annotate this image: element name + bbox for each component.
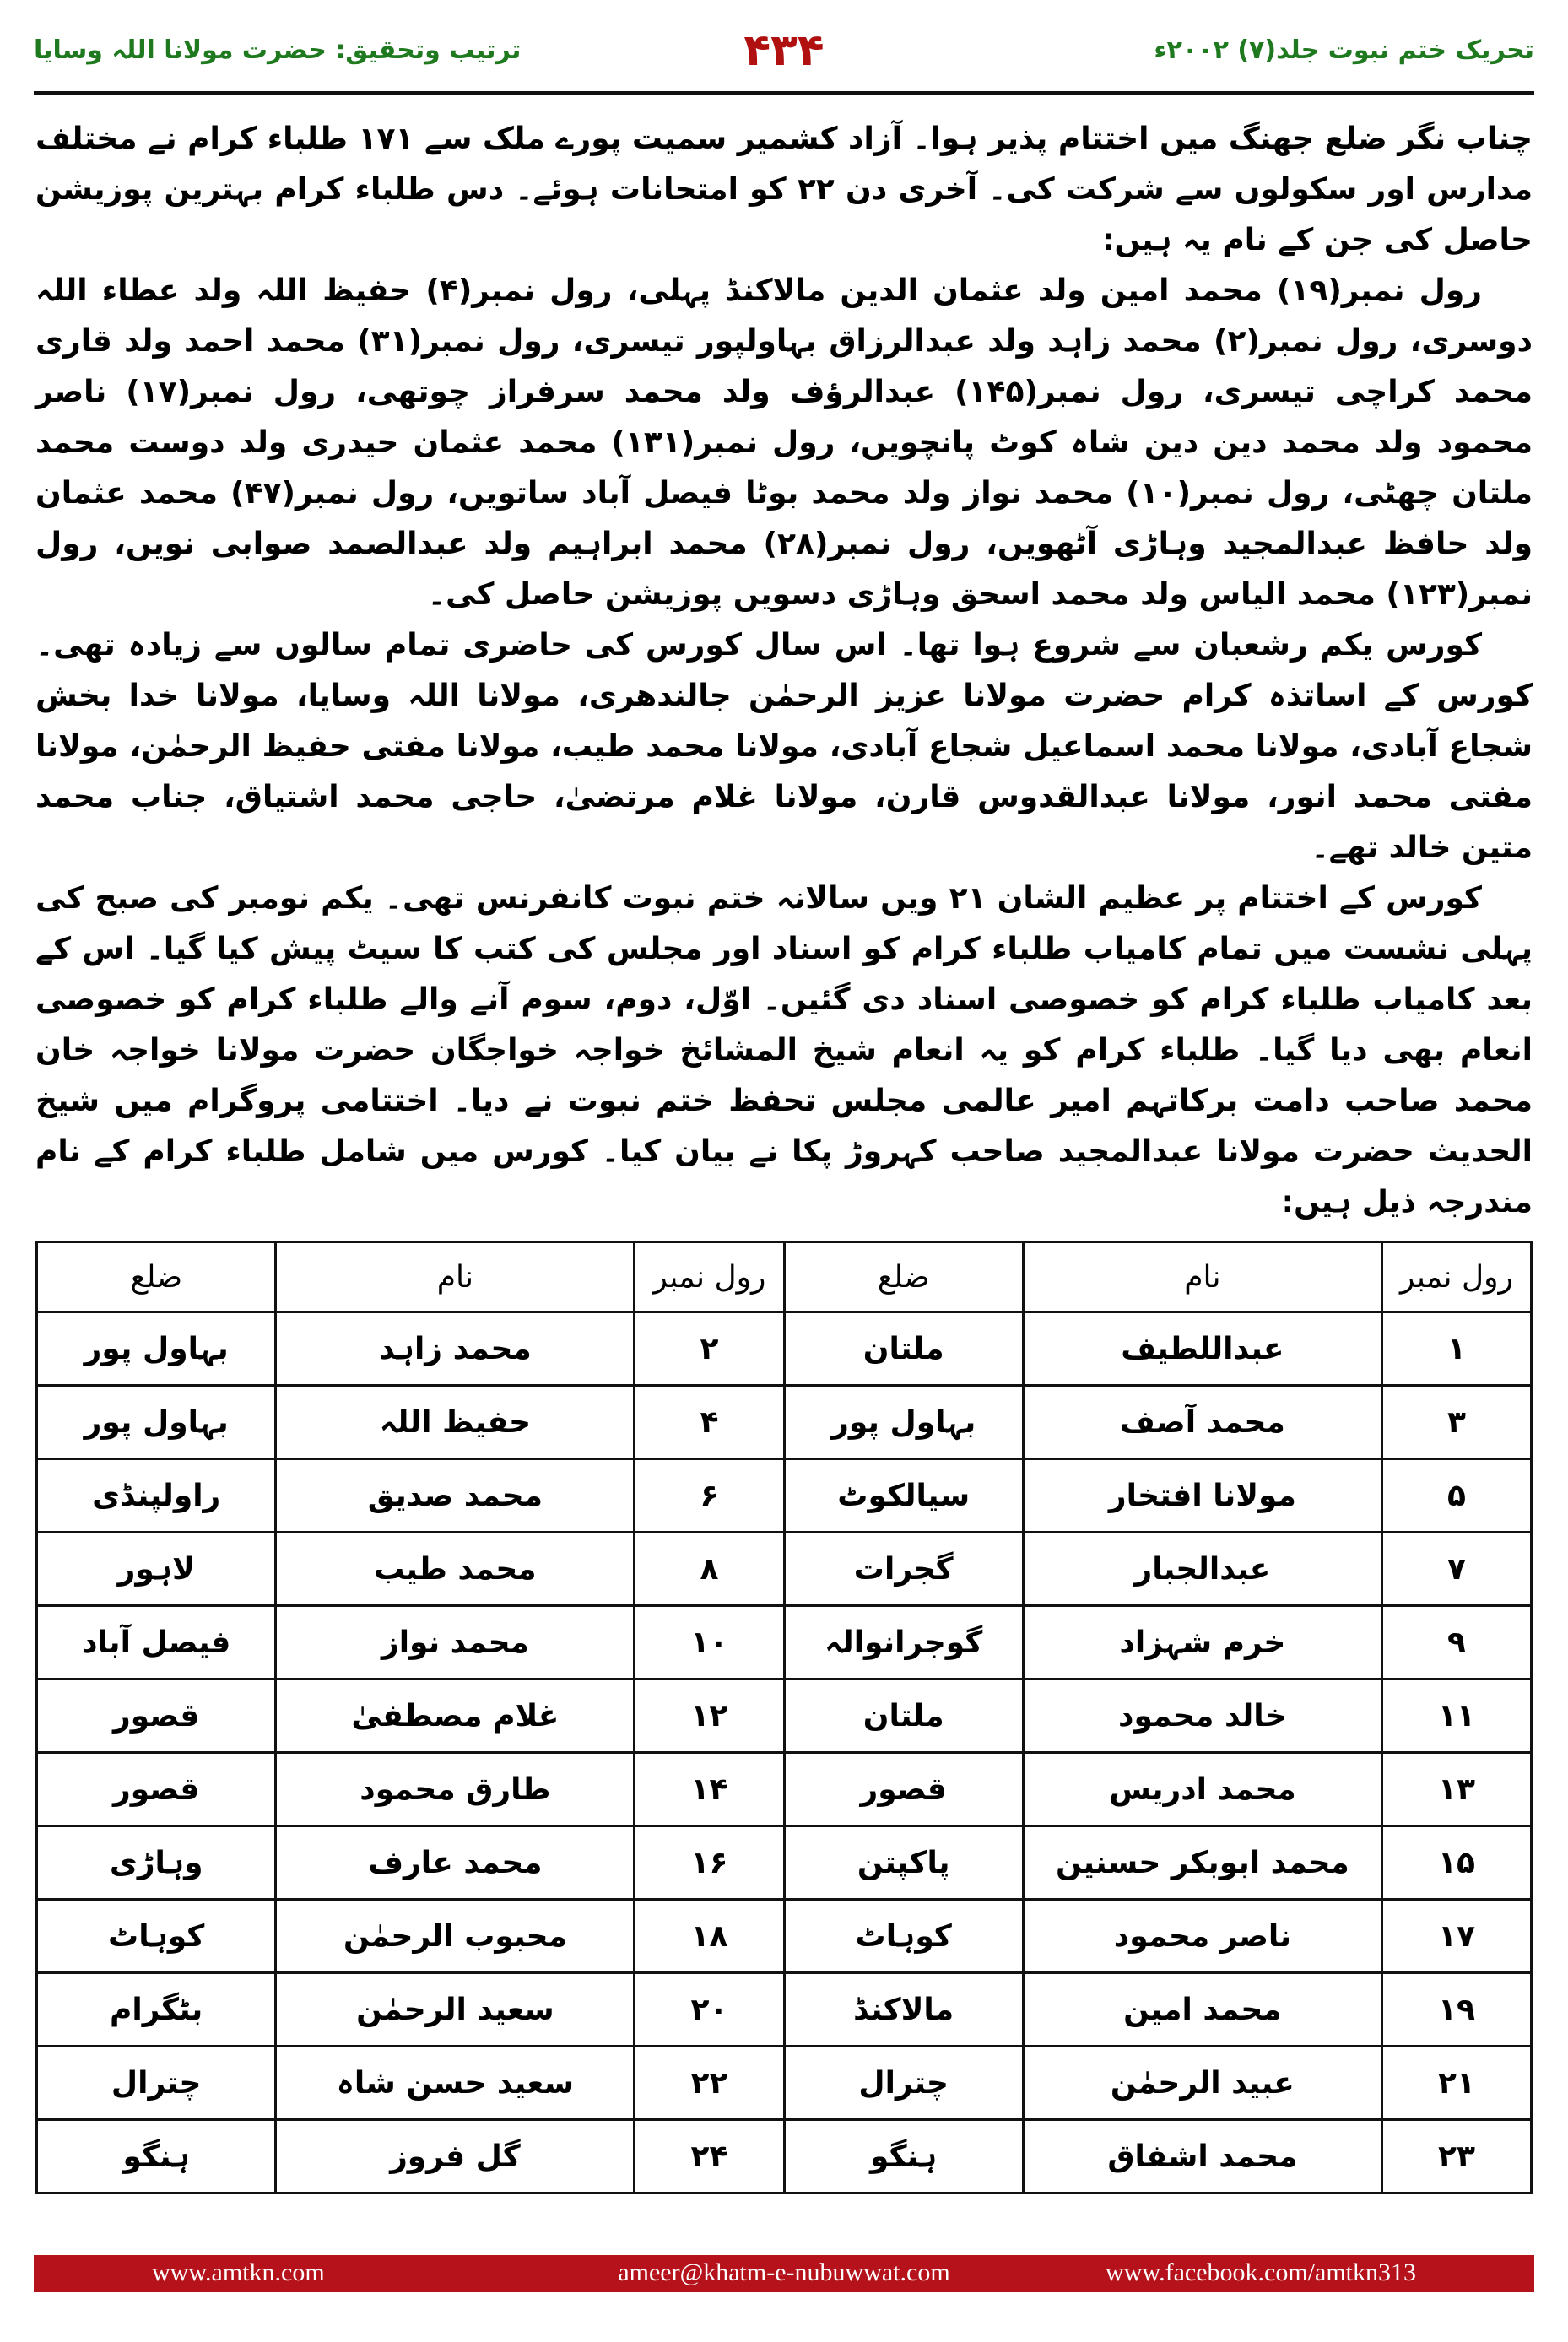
student-name-cell: محمد نواز — [276, 1606, 635, 1679]
roll-number-cell: ۲۲ — [635, 2047, 784, 2120]
table-row — [37, 1312, 1532, 1386]
header-district: ضلع — [784, 1242, 1023, 1312]
table-row — [37, 1606, 1532, 1679]
roll-number-cell: ۱۳ — [1381, 1753, 1531, 1826]
header-divider — [34, 91, 1534, 95]
district-cell: چترال — [784, 2047, 1023, 2120]
roll-number-cell: ۵ — [1381, 1459, 1531, 1533]
district-cell: ملتان — [784, 1679, 1023, 1753]
district-cell: ہنگو — [37, 2120, 276, 2193]
district-cell: بہاول پور — [37, 1386, 276, 1459]
header-name: نام — [276, 1242, 635, 1312]
student-name-cell: محمد ابوبکر حسنین — [1023, 1826, 1381, 1900]
student-name-cell: محمد طیب — [276, 1533, 635, 1606]
district-cell: بٹگرام — [37, 1973, 276, 2047]
student-name-cell: سعید حسن شاہ — [276, 2047, 635, 2120]
district-cell: گوجرانوالہ — [784, 1606, 1023, 1679]
student-name-cell: عبدالجبار — [1023, 1533, 1381, 1606]
email-link[interactable]: ameer@khatm-e-nubuwwat.com — [618, 2258, 950, 2286]
roll-number-cell: ۱۸ — [635, 1900, 784, 1973]
student-name-cell: حفیظ اللہ — [276, 1386, 635, 1459]
student-name-cell: طارق محمود — [276, 1753, 635, 1826]
article-body — [35, 114, 1533, 1228]
district-cell: بہاول پور — [784, 1386, 1023, 1459]
student-roster-table — [35, 1241, 1533, 2194]
district-cell: سیالکوٹ — [784, 1459, 1023, 1533]
table-row — [37, 2047, 1532, 2120]
roll-number-cell: ۱۷ — [1381, 1900, 1531, 1973]
roll-number-cell: ۱۱ — [1381, 1679, 1531, 1753]
table-row — [37, 1826, 1532, 1900]
district-cell: قصور — [37, 1679, 276, 1753]
page-footer — [34, 2255, 1534, 2292]
student-name-cell: عبید الرحمٰن — [1023, 2047, 1381, 2120]
roll-number-cell: ۱۶ — [635, 1826, 784, 1900]
roll-number-cell: ۱۴ — [635, 1753, 784, 1826]
header-roll-number: رول نمبر — [635, 1242, 784, 1312]
student-name-cell: سعید الرحمٰن — [276, 1973, 635, 2047]
table-row — [37, 1459, 1532, 1533]
district-cell: کوہاٹ — [37, 1900, 276, 1973]
header-roll-number: رول نمبر — [1381, 1242, 1531, 1312]
student-name-cell: محمد زاہد — [276, 1312, 635, 1386]
website-link[interactable]: www.amtkn.com — [152, 2258, 325, 2286]
district-cell: گجرات — [784, 1533, 1023, 1606]
roll-number-cell: ۶ — [635, 1459, 784, 1533]
district-cell: پاکپتن — [784, 1826, 1023, 1900]
table-row — [37, 1533, 1532, 1606]
roll-number-cell: ۸ — [635, 1533, 784, 1606]
roll-number-cell: ۲ — [635, 1312, 784, 1386]
student-name-cell: خرم شہزاد — [1023, 1606, 1381, 1679]
roll-number-cell: ۲۱ — [1381, 2047, 1531, 2120]
table-header-row — [37, 1242, 1532, 1312]
table-row — [37, 1386, 1532, 1459]
student-name-cell: محمد آصف — [1023, 1386, 1381, 1459]
district-cell: بہاول پور — [37, 1312, 276, 1386]
district-cell: قصور — [37, 1753, 276, 1826]
student-name-cell: محمد صدیق — [276, 1459, 635, 1533]
student-table-container — [35, 1241, 1533, 2194]
student-name-cell: محبوب الرحمٰن — [276, 1900, 635, 1973]
table-row — [37, 1753, 1532, 1826]
roll-number-cell: ۴ — [635, 1386, 784, 1459]
student-name-cell: خالد محمود — [1023, 1679, 1381, 1753]
district-cell: وہاڑی — [37, 1826, 276, 1900]
district-cell: راولپنڈی — [37, 1459, 276, 1533]
district-cell: مالاکنڈ — [784, 1973, 1023, 2047]
table-row — [37, 1679, 1532, 1753]
table-body — [37, 1312, 1532, 2193]
table-row — [37, 2120, 1532, 2193]
student-name-cell: مولانا افتخار — [1023, 1459, 1381, 1533]
district-cell: لاہور — [37, 1533, 276, 1606]
page-header — [34, 25, 1534, 83]
district-cell: ملتان — [784, 1312, 1023, 1386]
district-cell: کوہاٹ — [784, 1900, 1023, 1973]
student-name-cell: ناصر محمود — [1023, 1900, 1381, 1973]
student-name-cell: محمد عارف — [276, 1826, 635, 1900]
roll-number-cell: ۱۹ — [1381, 1973, 1531, 2047]
table-row — [37, 1900, 1532, 1973]
district-cell: ہنگو — [784, 2120, 1023, 2193]
paragraph-2: رول نمبر(۱۹) محمد امین ولد عثمان الدین مالاکنڈ پہلی، رول نمبر(۴) حفیظ اللہ ولد عطاء اللہ دوسری، رول نمبر(۲) محمد زاہد ولد عبدالرزاق بہاولپور تیسری، رول نمبر(۳۱) محمد احمد ولد قاری محمد کراچی تیسری، رول نمبر(۱۴۵) عبدالرؤف ولد محمد سرفراز چوتھی، رول نمبر(۱۷) ناصر محمود ولد محمد دین دین شاہ کوٹ پانچویں، رول نمبر(۱۳۱) محمد عثمان حیدری ولد دوست محمد ملتان چھٹی، رول نمبر(۱۰) محمد نواز ولد محمد بوٹا فیصل آباد ساتویں، رول نمبر(۴۷) محمد عثمان ولد حافظ عبدالمجید وہاڑی آٹھویں، رول نمبر(۲۸) محمد ابراہیم ولد عبدالصمد صوابی نویں، رول نمبر(۱۲۳) محمد الیاس ولد محمد اسحق وہاڑی دسویں پوزیشن حاصل کی۔ — [35, 273, 1533, 612]
student-name-cell: عبداللطیف — [1023, 1312, 1381, 1386]
paragraph-1: چناب نگر ضلع جھنگ میں اختتام پذیر ہوا۔ آزاد کشمیر سمیت پورے ملک سے ۱۷۱ طلباء کرام نے مختلف مدارس اور سکولوں سے شرکت کی۔ آخری دن ۲۲ کو امتحانات ہوئے۔ دس طلباء کرام بہترین پوزیشن حاصل کی جن کے نام یہ ہیں: — [35, 122, 1533, 257]
paragraph-3: کورس یکم رشعبان سے شروع ہوا تھا۔ اس سال کورس کی حاضری تمام سالوں سے زیادہ تھی۔ کورس کے اساتذہ کرام حضرت مولانا عزیز الرحمٰن جالندھری، مولانا اللہ وسایا، مولانا خدا بخش شجاع آبادی، مولانا محمد اسماعیل شجاع آبادی، مولانا محمد طیب، مولانا مفتی حفیظ الرحمٰن، مولانا مفتی محمد انور، مولانا عبدالقدوس قارن، مولانا غلام مرتضیٰ، حاجی محمد اشتیاق، جناب محمد متین خالد تھے۔ — [35, 628, 1533, 865]
roll-number-cell: ۱۰ — [635, 1606, 784, 1679]
student-name-cell: غلام مصطفیٰ — [276, 1679, 635, 1753]
roll-number-cell: ۲۰ — [635, 1973, 784, 2047]
roll-number-cell: ۲۴ — [635, 2120, 784, 2193]
district-cell: فیصل آباد — [37, 1606, 276, 1679]
paragraph-4: کورس کے اختتام پر عظیم الشان ۲۱ ویں سالانہ ختم نبوت کانفرنس تھی۔ یکم نومبر کی صبح کی پہلی نشست میں تمام کامیاب طلباء کرام کو اسناد اور مجلس کی کتب کا سیٹ پیش کیا گیا۔ اس کے بعد کامیاب طلباء کرام کو خصوصی اسناد دی گئیں۔ اوّل، دوم، سوم آنے والے طلباء کرام کو خصوصی انعام بھی دیا گیا۔ طلباء کرام کو یہ انعام شیخ المشائخ خواجہ خواجگان حضرت مولانا خواجہ خان محمد صاحب دامت برکاتہم امیر عالمی مجلس تحفظ ختم نبوت نے دیا۔ اختتامی پروگرام میں شیخ الحدیث حضرت مولانا عبدالمجید صاحب کہروڑ پکا نے بیان کیا۔ کورس میں شامل طلباء کرام کے نام مندرجہ ذیل ہیں: — [35, 881, 1533, 1220]
roll-number-cell: ۷ — [1381, 1533, 1531, 1606]
roll-number-cell: ۹ — [1381, 1606, 1531, 1679]
facebook-link[interactable]: www.facebook.com/amtkn313 — [1106, 2258, 1416, 2286]
student-name-cell: محمد اشفاق — [1023, 2120, 1381, 2193]
header-district: ضلع — [37, 1242, 276, 1312]
roll-number-cell: ۱ — [1381, 1312, 1531, 1386]
header-name: نام — [1023, 1242, 1381, 1312]
student-name-cell: محمد امین — [1023, 1973, 1381, 2047]
student-name-cell: گل فروز — [276, 2120, 635, 2193]
book-title: تحریک ختم نبوت جلد(۷) ۲۰۰۲ء — [1154, 35, 1534, 65]
roll-number-cell: ۱۲ — [635, 1679, 784, 1753]
table-row — [37, 1973, 1532, 2047]
roll-number-cell: ۳ — [1381, 1386, 1531, 1459]
district-cell: چترال — [37, 2047, 276, 2120]
roll-number-cell: ۲۳ — [1381, 2120, 1531, 2193]
student-name-cell: محمد ادریس — [1023, 1753, 1381, 1826]
district-cell: قصور — [784, 1753, 1023, 1826]
compiler-credit: ترتیب وتحقیق: حضرت مولانا اللہ وسایا — [34, 35, 522, 65]
page-number: ۴۳۴ — [743, 25, 825, 76]
roll-number-cell: ۱۵ — [1381, 1826, 1531, 1900]
